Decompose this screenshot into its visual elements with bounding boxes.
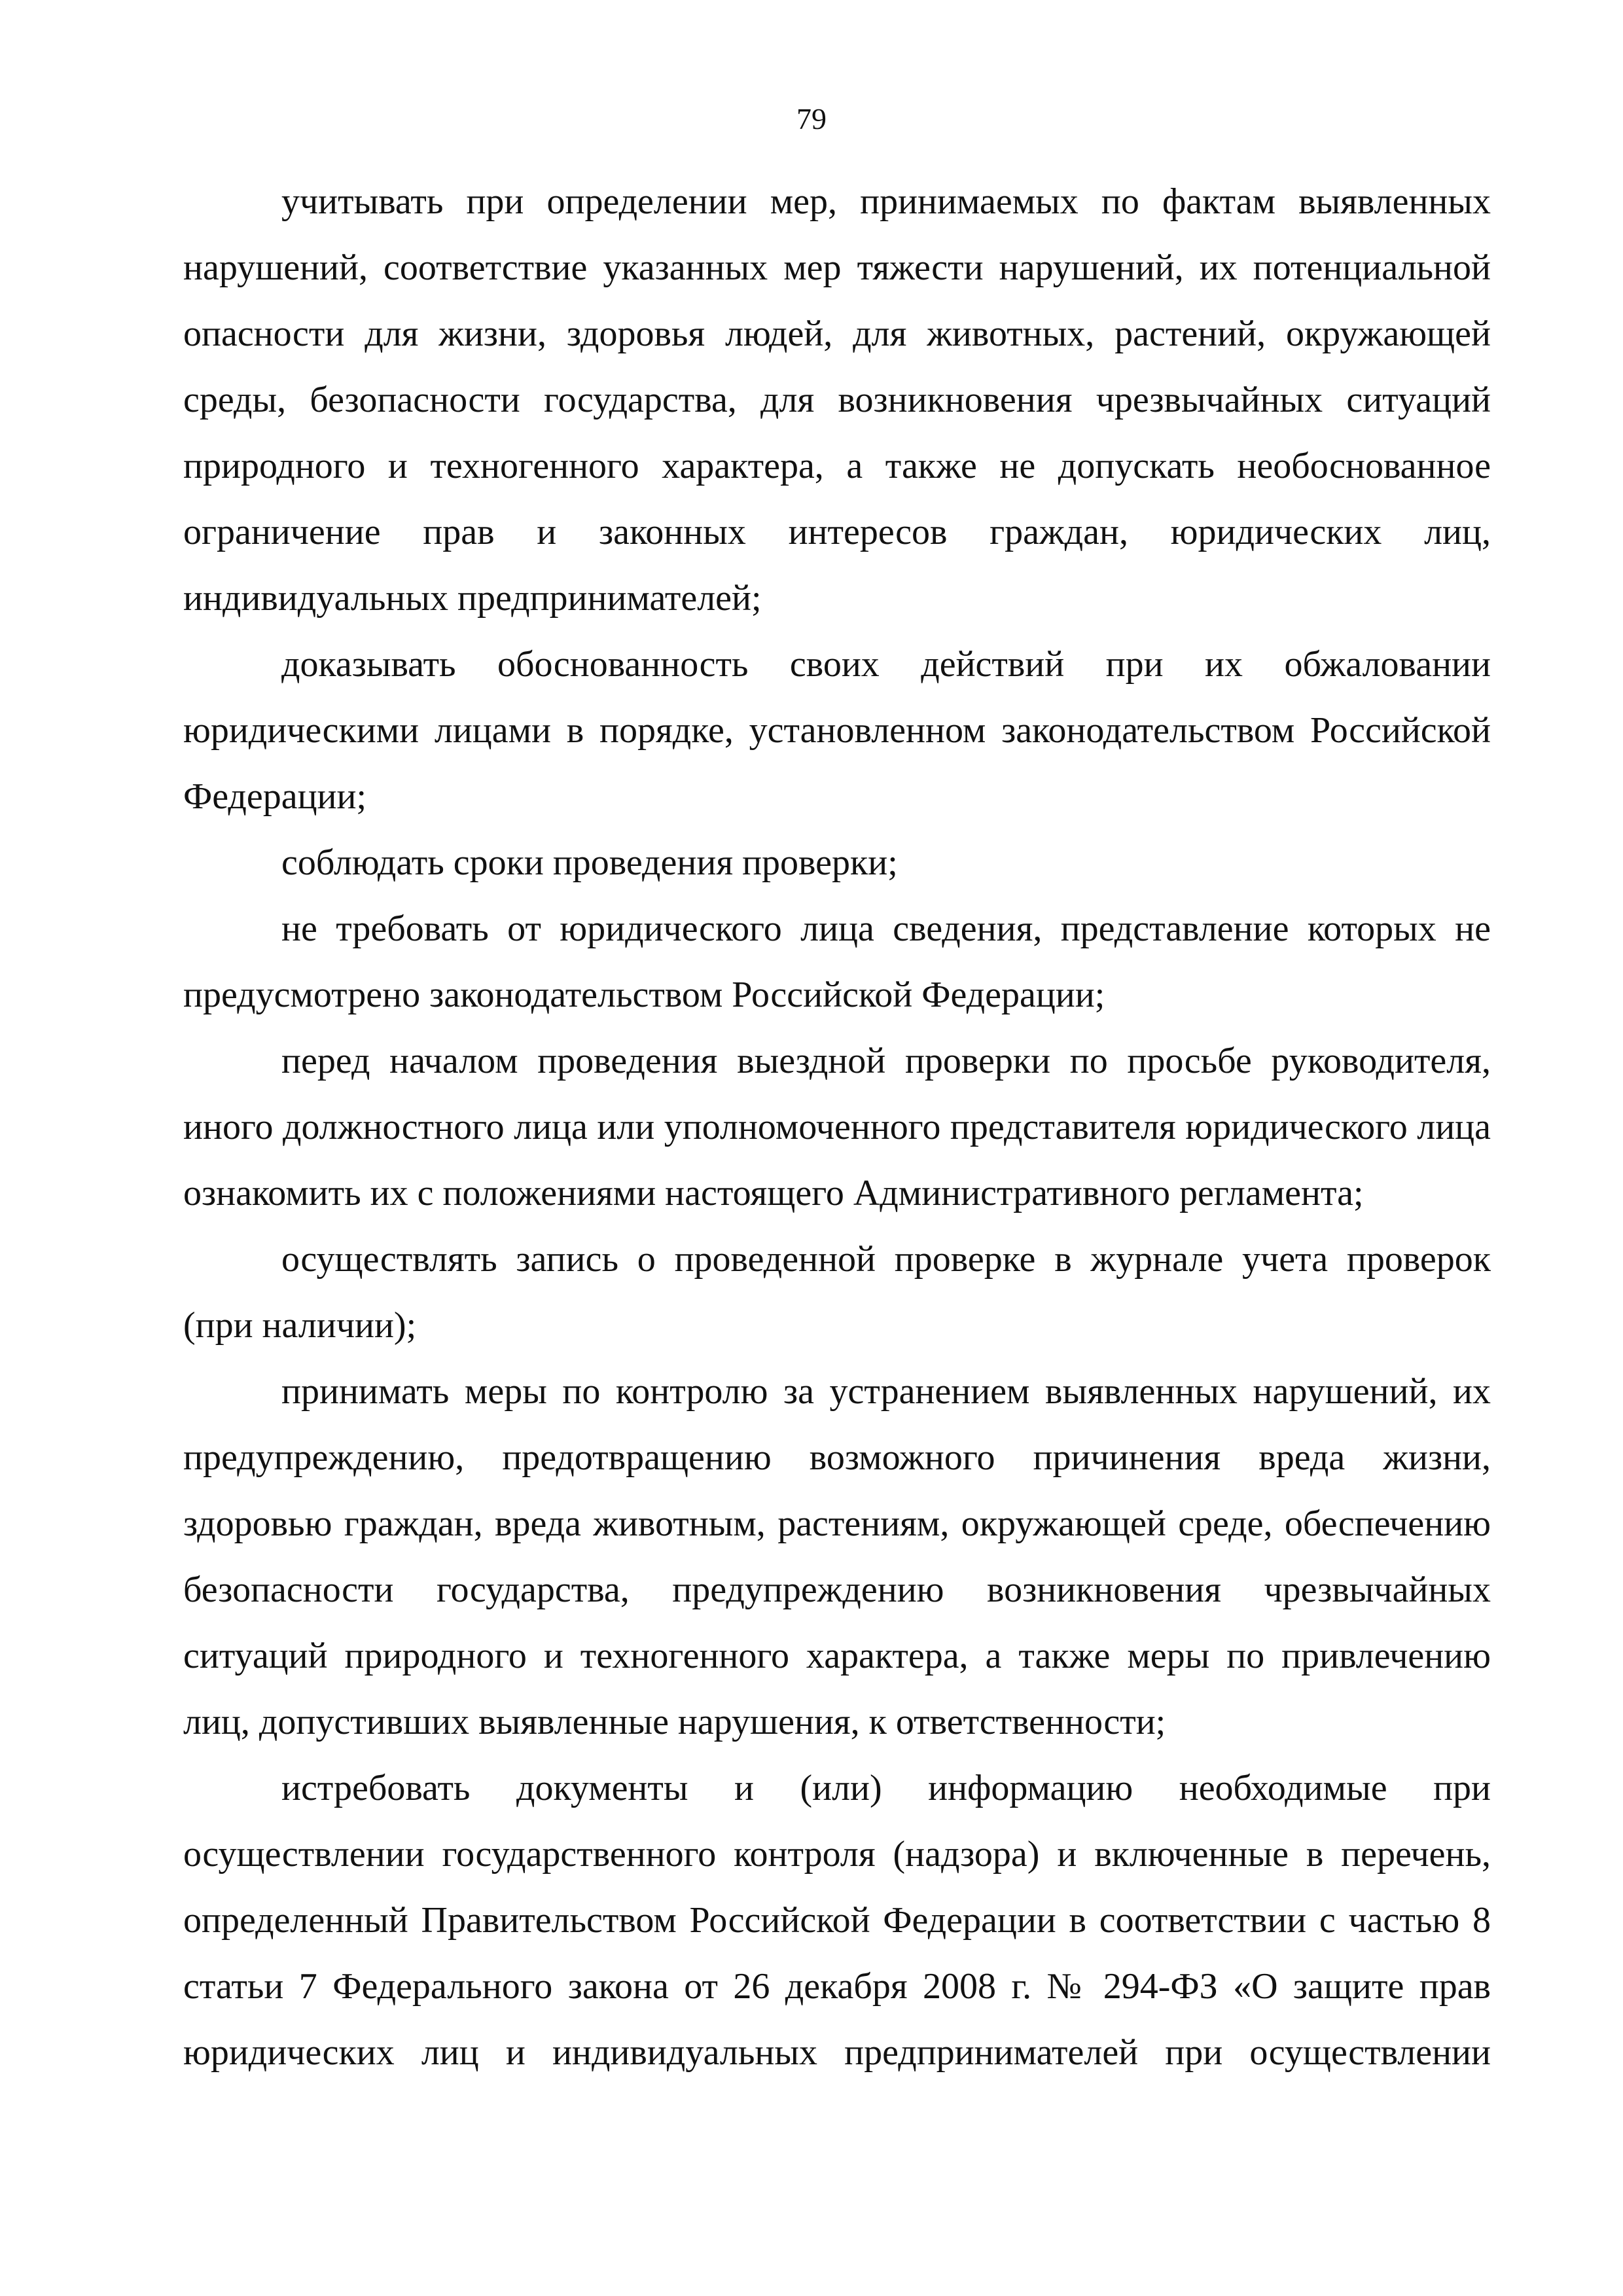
paragraph-prove-validity: доказывать обоснованность своих действий при их обжаловании юридическими лицами в порядке, установленном законодательством Российской Федерации; xyxy=(183,644,1491,817)
paragraph-request-documents: истребовать документы и (или) информацию необходимые при осуществлении государственного контроля (надзора) и включенные в перечень, определенный Правительством Российской Федерации в соответствии с частью 8 статьи 7 Федерального закона от 26 декабря 2008 г. № 294-ФЗ «О защите прав юридических лиц и индивидуальных предпринимателей при осуществлении xyxy=(183,1768,1491,2073)
page-number: 79 xyxy=(796,102,827,135)
document-body xyxy=(183,169,1491,2086)
paragraph-inspection-terms: соблюдать сроки проведения проверки; xyxy=(281,842,898,883)
paragraph-journal-record: осуществлять запись о проведенной проверке в журнале учета проверок (при наличии); xyxy=(183,1239,1491,1346)
paragraph-consider-measures: учитывать при определении мер, принимаемых по фактам выявленных нарушений, соответствие указанных мер тяжести нарушений, их потенциальной опасности для жизни, здоровья людей, для животных, растений, окружающей среды, безопасности государства, для возникновения чрезвычайных ситуаций природного и техногенного характера, а также не допускать необоснованное ограничение прав и законных интересов граждан, юридических лиц, индивидуальных предпринимателей; xyxy=(183,181,1491,619)
paragraph-familiarize: перед началом проведения выездной проверки по просьбе руководителя, иного должностного лица или уполномоченного представителя юридического лица ознакомить их с положениями настоящего Административного регламента; xyxy=(183,1041,1491,1213)
paragraph-no-extra-info: не требовать от юридического лица сведения, представление которых не предусмотрено законодательством Российской Федерации; xyxy=(183,908,1491,1015)
paragraph-take-measures: принимать меры по контролю за устранением выявленных нарушений, их предупреждению, предотвращению возможного причинения вреда жизни, здоровью граждан, вреда животным, растениям, окружающей среде, обеспечению безопасности государства, предупреждению возникновения чрезвычайных ситуаций природного и техногенного характера, а также меры по привлечению лиц, допустивших выявленные нарушения, к ответственности; xyxy=(183,1371,1491,1742)
